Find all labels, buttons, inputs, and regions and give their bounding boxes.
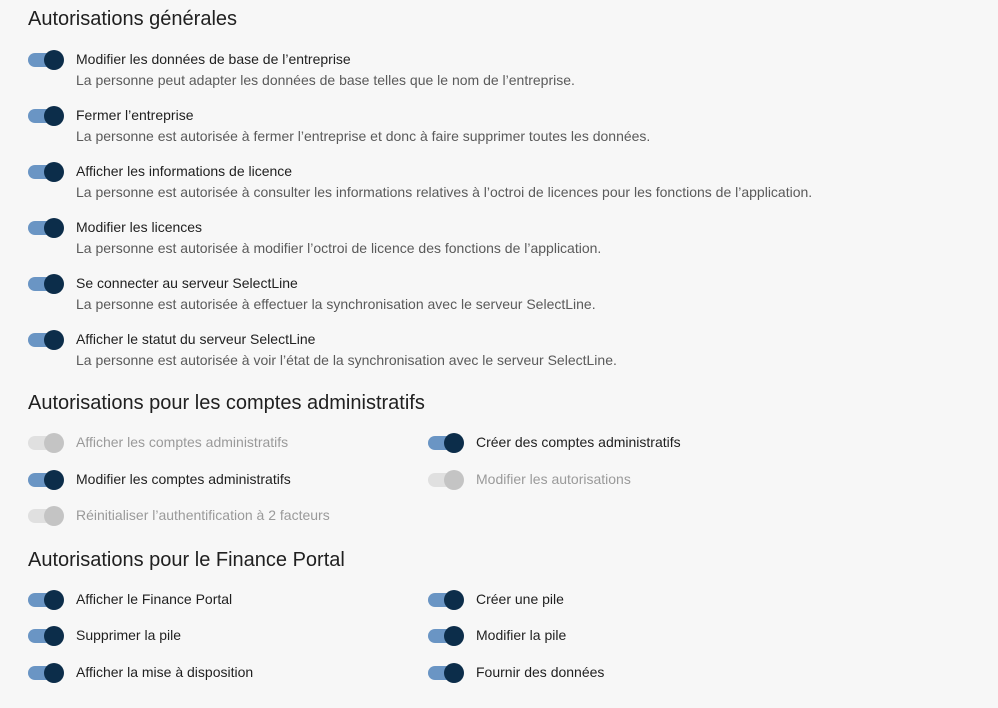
toggle-switch[interactable] [28, 49, 64, 71]
toggle-thumb [44, 330, 64, 350]
toggle-switch[interactable] [28, 432, 64, 454]
permission-label: Afficher les informations de licence [76, 163, 293, 179]
permission-description: La personne est autorisée à consulter les informations relatives à l’octroi de licences pour les fonctions de l’application. [76, 184, 813, 200]
permission-label: Afficher le statut du serveur SelectLine [76, 331, 316, 347]
section-title-admin-accounts: Autorisations pour les comptes administratifs [28, 392, 425, 414]
permission-label: Afficher la mise à disposition [76, 664, 254, 680]
section-title-finance-portal: Autorisations pour le Finance Portal [28, 549, 345, 571]
toggle-switch[interactable] [28, 161, 64, 183]
toggle-switch[interactable] [28, 589, 64, 611]
permission-description: La personne est autorisée à effectuer la synchronisation avec le serveur SelectLine. [76, 296, 596, 312]
toggle-thumb [44, 218, 64, 238]
toggle-switch[interactable] [28, 625, 64, 647]
toggle-switch[interactable] [28, 273, 64, 295]
toggle-switch[interactable] [428, 662, 464, 684]
permission-label: Réinitialiser l’authentification à 2 facteurs [76, 507, 330, 523]
toggle-thumb [444, 663, 464, 683]
toggle-thumb [44, 470, 64, 490]
toggle-switch[interactable] [28, 329, 64, 351]
toggle-switch[interactable] [28, 469, 64, 491]
permission-label: Modifier les licences [76, 219, 203, 235]
toggle-switch[interactable] [428, 432, 464, 454]
toggle-thumb [44, 506, 64, 526]
toggle-thumb [44, 433, 64, 453]
toggle-thumb [44, 106, 64, 126]
permission-label: Afficher le Finance Portal [76, 591, 233, 607]
toggle-switch[interactable] [428, 589, 464, 611]
permission-description: La personne est autorisée à modifier l’octroi de licence des fonctions de l’application. [76, 240, 602, 256]
permission-label: Modifier les données de base de l’entreprise [76, 51, 351, 67]
permission-description: La personne est autorisée à voir l’état de la synchronisation avec le serveur SelectLine. [76, 352, 617, 368]
toggle-thumb [444, 626, 464, 646]
toggle-thumb [444, 590, 464, 610]
permission-label: Modifier les autorisations [476, 471, 631, 487]
permission-label: Modifier les comptes administratifs [76, 471, 291, 487]
permission-description: La personne est autorisée à fermer l’entreprise et donc à faire supprimer toutes les données. [76, 128, 651, 144]
toggle-thumb [44, 162, 64, 182]
permission-label: Créer une pile [476, 591, 564, 607]
permission-label: Se connecter au serveur SelectLine [76, 275, 298, 291]
toggle-switch[interactable] [428, 469, 464, 491]
permission-label: Modifier la pile [476, 627, 567, 643]
toggle-switch[interactable] [28, 505, 64, 527]
toggle-thumb [44, 590, 64, 610]
toggle-thumb [44, 663, 64, 683]
permission-label: Afficher les comptes administratifs [76, 434, 289, 450]
toggle-thumb [44, 274, 64, 294]
toggle-switch[interactable] [28, 662, 64, 684]
toggle-switch[interactable] [28, 105, 64, 127]
permission-label: Fournir des données [476, 664, 605, 680]
permission-label: Créer des comptes administratifs [476, 434, 681, 450]
toggle-switch[interactable] [28, 217, 64, 239]
toggle-switch[interactable] [428, 625, 464, 647]
toggle-thumb [44, 50, 64, 70]
section-title-general: Autorisations générales [28, 8, 238, 30]
permission-label: Fermer l’entreprise [76, 107, 194, 123]
toggle-thumb [44, 626, 64, 646]
permission-label: Supprimer la pile [76, 627, 182, 643]
toggle-thumb [444, 470, 464, 490]
toggle-thumb [444, 433, 464, 453]
permission-description: La personne peut adapter les données de base telles que le nom de l’entreprise. [76, 72, 575, 88]
